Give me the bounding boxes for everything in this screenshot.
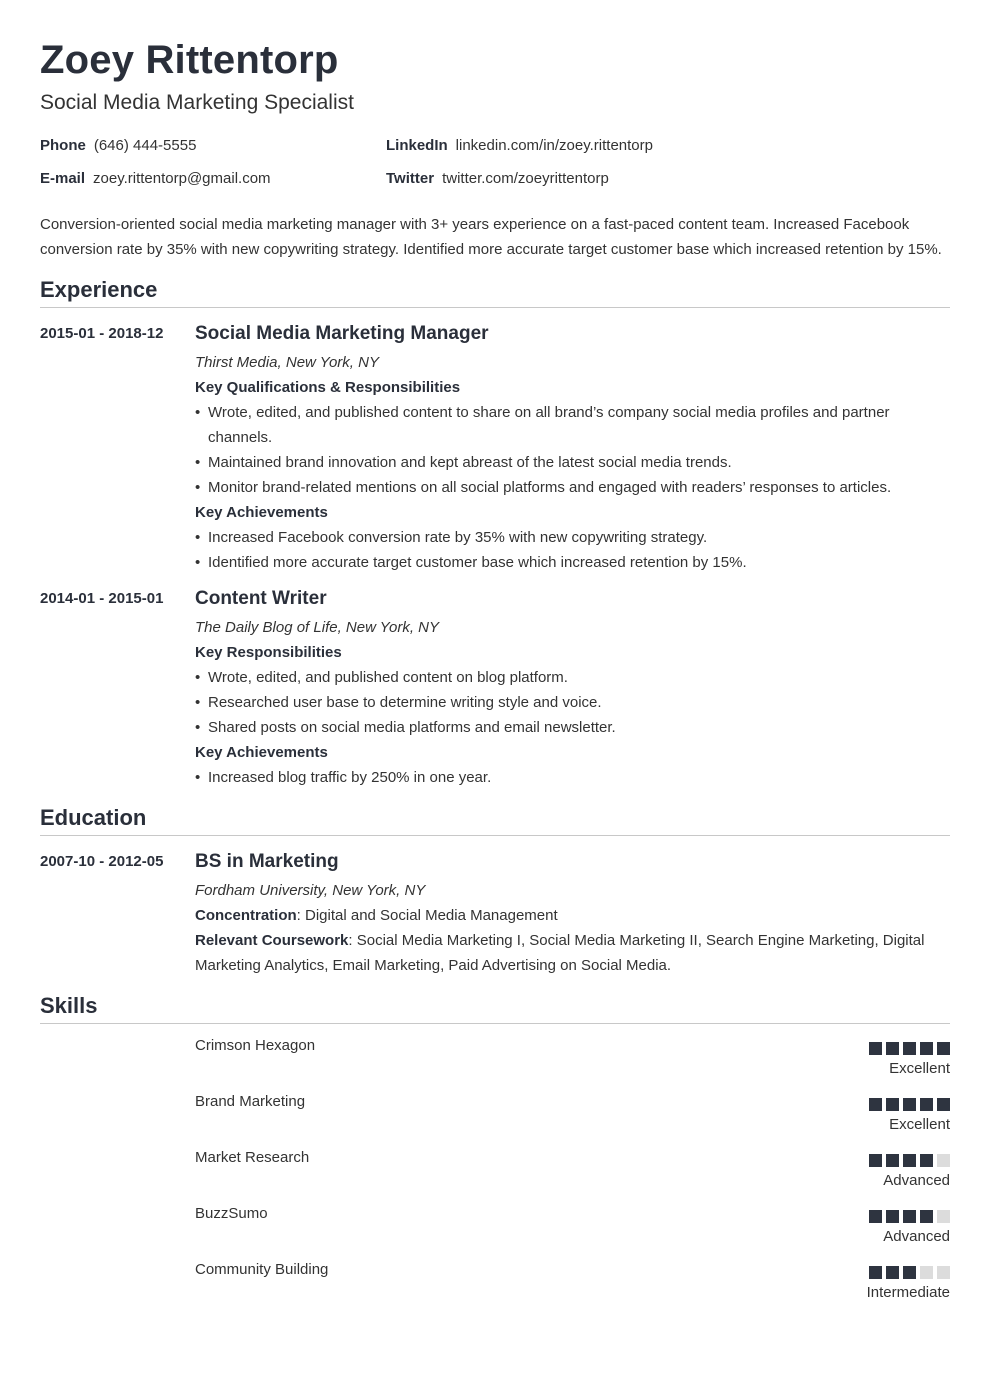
concentration-line	[195, 903, 950, 928]
skill-row	[195, 1149, 950, 1199]
skill-name: Crimson Hexagon	[195, 1037, 316, 1054]
skill-row	[195, 1037, 950, 1087]
concentration-value: : Digital and Social Media Management	[296, 907, 558, 924]
rating-dot-filled	[886, 1098, 899, 1111]
rating-dot-filled	[869, 1154, 882, 1167]
concentration-label: Concentration	[195, 907, 297, 924]
contact-linkedin	[386, 137, 653, 154]
contact-linkedin-value: linkedin.com/in/zoey.rittentorp	[455, 137, 653, 154]
skill-name: Community Building	[195, 1261, 329, 1278]
list-item: • Identified more accurate target customer base which increased retention by 15%.	[195, 550, 950, 575]
rating-dot-filled	[869, 1266, 882, 1279]
rating-dot-filled	[903, 1266, 916, 1279]
section-heading-skills: Skills	[40, 993, 950, 1024]
coursework-label: Relevant Coursework	[195, 932, 349, 949]
skill-level: Excellent	[889, 1060, 950, 1077]
rating-dot-filled	[920, 1098, 933, 1111]
skill-rating	[869, 1154, 950, 1167]
job-title: Social Media Marketing Manager	[195, 323, 489, 344]
section-heading-education: Education	[40, 805, 950, 836]
rating-dot-filled	[903, 1154, 916, 1167]
job-title: Content Writer	[195, 588, 327, 609]
list-item: • Maintained brand innovation and kept abreast of the latest social media trends.	[195, 450, 950, 475]
education-dates: 2007-10 - 2012-05	[40, 853, 164, 870]
rating-dot-filled	[886, 1266, 899, 1279]
rating-dot-filled	[920, 1210, 933, 1223]
coursework-value: : Social Media Marketing I, Social Media Marketing II, Search Engine Marketing, Digital Marketing Analytics, Email Marketing, Paid Advertising on Social Media.	[195, 932, 925, 974]
rating-dot-empty	[937, 1154, 950, 1167]
rating-dot-filled	[903, 1210, 916, 1223]
group-heading: Key Qualifications & Responsibilities	[195, 379, 461, 396]
rating-dot-filled	[937, 1042, 950, 1055]
list-item: • Increased Facebook conversion rate by 35% with new copywriting strategy.	[195, 525, 950, 550]
profile-summary: Conversion-oriented social media marketing manager with 3+ years experience on a fast-paced content team. Increased Facebook conversion rate by 35% with new copywriting strategy. Identified more accurate target customer base which increased retention by 15%.	[40, 216, 942, 258]
company-name: The Daily Blog of Life, New York, NY	[195, 619, 439, 636]
rating-dot-filled	[903, 1042, 916, 1055]
group-heading: Key Achievements	[195, 744, 328, 761]
experience-details	[195, 586, 950, 790]
skill-level: Intermediate	[866, 1284, 950, 1301]
contact-email-value: zoey.rittentorp@gmail.com	[93, 170, 271, 187]
skill-row	[195, 1261, 950, 1311]
skill-rating	[869, 1266, 950, 1279]
list-item: • Shared posts on social media platforms and email newsletter.	[195, 715, 950, 740]
skill-rating	[869, 1042, 950, 1055]
company-name: Thirst Media, New York, NY	[195, 354, 379, 371]
contact-phone-label: Phone	[40, 137, 86, 154]
contact-linkedin-label: LinkedIn	[386, 137, 448, 154]
candidate-name: Zoey Rittentorp	[40, 38, 339, 82]
rating-dot-filled	[937, 1098, 950, 1111]
bullet-list	[195, 665, 950, 740]
coursework-line	[195, 928, 950, 978]
skill-level: Advanced	[883, 1172, 950, 1189]
education-details	[195, 849, 950, 978]
rating-dot-filled	[869, 1098, 882, 1111]
bullet-list	[195, 525, 950, 575]
contact-twitter-label: Twitter	[386, 170, 435, 187]
rating-dot-filled	[903, 1098, 916, 1111]
contact-email-label: E-mail	[40, 170, 86, 187]
rating-dot-empty	[937, 1210, 950, 1223]
group-heading: Key Achievements	[195, 504, 328, 521]
skill-rating	[869, 1098, 950, 1111]
rating-dot-filled	[920, 1154, 933, 1167]
rating-dot-filled	[886, 1210, 899, 1223]
experience-details	[195, 321, 950, 575]
rating-dot-filled	[869, 1210, 882, 1223]
rating-dot-filled	[886, 1154, 899, 1167]
experience-dates: 2014-01 - 2015-01	[40, 590, 164, 607]
contact-phone	[40, 137, 196, 154]
skill-level: Excellent	[889, 1116, 950, 1133]
contact-email	[40, 170, 271, 187]
group-heading: Key Responsibilities	[195, 644, 342, 661]
candidate-title: Social Media Marketing Specialist	[40, 91, 354, 114]
rating-dot-filled	[869, 1042, 882, 1055]
skill-name: BuzzSumo	[195, 1205, 268, 1222]
bullet-list	[195, 765, 950, 790]
contact-twitter	[386, 170, 609, 187]
contact-phone-value: (646) 444-5555	[93, 137, 197, 154]
list-item: • Wrote, edited, and published content on blog platform.	[195, 665, 950, 690]
rating-dot-empty	[937, 1266, 950, 1279]
skill-rating	[869, 1210, 950, 1223]
school-name: Fordham University, New York, NY	[195, 882, 426, 899]
experience-dates: 2015-01 - 2018-12	[40, 325, 164, 342]
bullet-list	[195, 400, 950, 500]
skill-level: Advanced	[883, 1228, 950, 1245]
rating-dot-filled	[920, 1042, 933, 1055]
list-item: • Increased blog traffic by 250% in one year.	[195, 765, 950, 790]
degree-title: BS in Marketing	[195, 851, 339, 872]
list-item: • Researched user base to determine writing style and voice.	[195, 690, 950, 715]
rating-dot-filled	[886, 1042, 899, 1055]
skill-row	[195, 1093, 950, 1143]
skill-name: Brand Marketing	[195, 1093, 306, 1110]
skill-row	[195, 1205, 950, 1255]
contact-twitter-value: twitter.com/zoeyrittentorp	[442, 170, 609, 187]
rating-dot-empty	[920, 1266, 933, 1279]
list-item: • Wrote, edited, and published content to share on all brand’s company social media profiles and partner channels.	[195, 400, 950, 450]
section-heading-experience: Experience	[40, 277, 950, 308]
skill-name: Market Research	[195, 1149, 310, 1166]
list-item: • Monitor brand-related mentions on all social platforms and engaged with readers’ responses to articles.	[195, 475, 950, 500]
